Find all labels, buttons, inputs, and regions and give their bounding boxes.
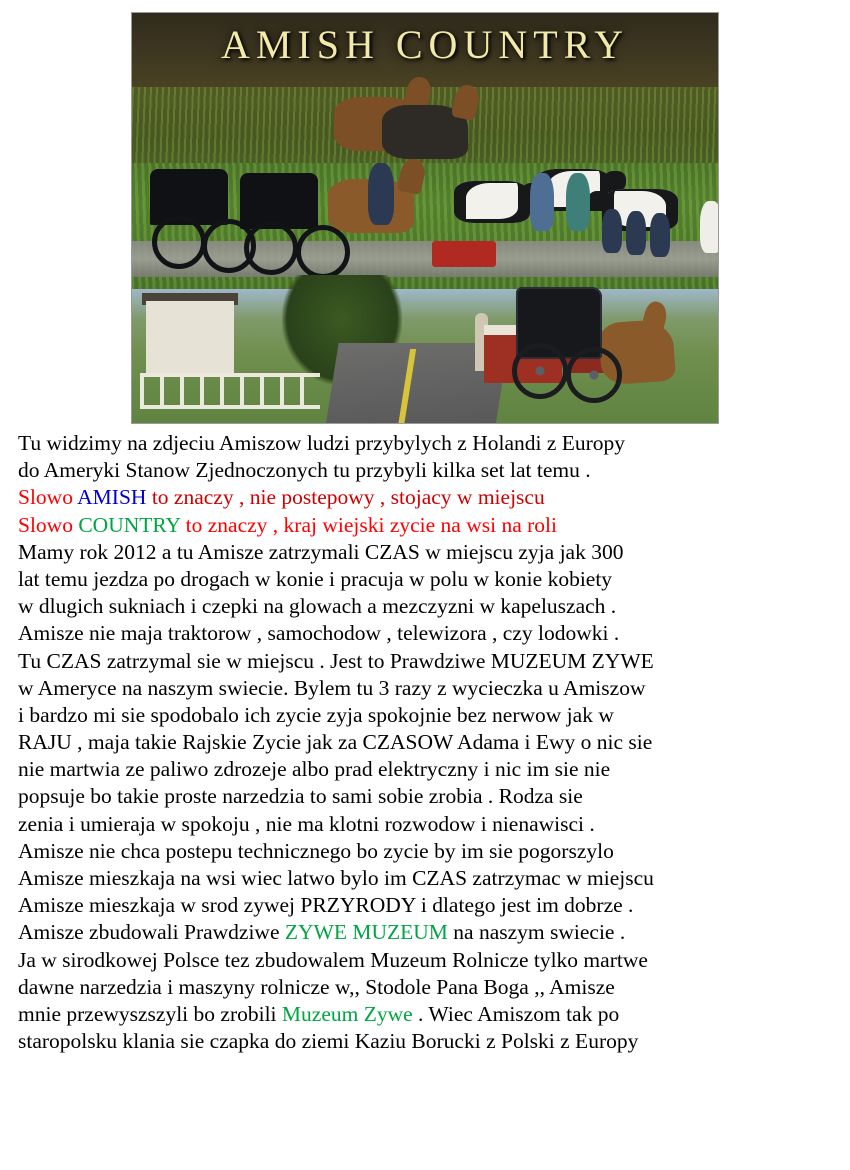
text-span: . Wiec Amiszom tak po bbox=[412, 1001, 620, 1026]
text-span: Muzeum Zywe bbox=[281, 1001, 413, 1026]
text-span: to znaczy , kraj wiejski zycie na wsi na roli bbox=[185, 512, 557, 537]
text-span: to znaczy , nie postepowy , stojacy w miejscu bbox=[151, 485, 545, 510]
amish-child bbox=[700, 201, 719, 253]
text-span: Slowo bbox=[18, 512, 79, 537]
buggy-wheel bbox=[296, 225, 350, 279]
text-span: nie martwia ze paliwo zdrozeje albo prad elektryczny i nic im sie nie bbox=[18, 757, 611, 782]
horse-icon bbox=[382, 105, 468, 159]
article-text bbox=[18, 430, 846, 1055]
text-line bbox=[18, 512, 846, 539]
text-span: Amisze mieszkaja w srod zywej PRZYRODY i dlatego jest im dobrze . bbox=[18, 893, 634, 918]
text-span: Ja w sirodkowej Polsce tez zbudowalem Muzeum Rolnicze tylko martwe bbox=[18, 947, 648, 972]
text-span: COUNTRY bbox=[78, 512, 186, 537]
text-span: ZYWE MUZEUM bbox=[284, 920, 448, 945]
text-line bbox=[18, 648, 846, 675]
text-line bbox=[18, 783, 846, 810]
text-line bbox=[18, 729, 846, 756]
amish-person bbox=[368, 163, 394, 225]
text-line bbox=[18, 811, 846, 838]
text-line bbox=[18, 865, 846, 892]
text-span: w dlugich sukniach i czepki na glowach a mezczyzni w kapeluszach . bbox=[18, 594, 617, 619]
photo-collage bbox=[132, 13, 718, 423]
buggy-body bbox=[240, 173, 318, 229]
amish-country-photo bbox=[131, 12, 719, 424]
text-line bbox=[18, 675, 846, 702]
text-span: lat temu jezdza po drogach w konie i pracuja w polu w konie kobiety bbox=[18, 566, 613, 591]
amish-child bbox=[626, 211, 646, 255]
text-span: Amisze zbudowali Prawdziwe bbox=[18, 920, 285, 945]
text-line bbox=[18, 974, 846, 1001]
text-line bbox=[18, 756, 846, 783]
buggy-wheel bbox=[512, 343, 568, 399]
text-span: mnie przewyszszyli bo zrobili bbox=[18, 1001, 282, 1026]
text-line bbox=[18, 593, 846, 620]
text-span: Amisze nie maja traktorow , samochodow , telewizora , czy lodowki . bbox=[18, 621, 620, 646]
amish-buggy bbox=[508, 281, 678, 421]
buggy-wheel bbox=[566, 347, 622, 403]
text-line bbox=[18, 947, 846, 974]
text-span: zenia i umieraja w spokoju , nie ma klotni rozwodow i nienawisci . bbox=[18, 811, 595, 836]
text-line bbox=[18, 484, 846, 511]
farmhouse bbox=[146, 301, 234, 373]
text-span: staropolsku klania sie czapka do ziemi Kaziu Borucki z Polski z Europy bbox=[18, 1029, 639, 1054]
text-line bbox=[18, 566, 846, 593]
buggy-wheel bbox=[152, 215, 206, 269]
text-span: Tu CZAS zatrzymal sie w miejscu . Jest to Prawdziwe MUZEUM ZYWE bbox=[18, 648, 654, 673]
text-span: dawne narzedzia i maszyny rolnicze w,, Stodole Pana Boga ,, Amisze bbox=[18, 974, 615, 999]
red-wagon bbox=[432, 241, 496, 267]
text-line bbox=[18, 838, 846, 865]
amish-person bbox=[566, 173, 590, 231]
amish-child bbox=[650, 213, 670, 257]
amish-person bbox=[530, 173, 554, 231]
text-span: AMISH bbox=[77, 485, 152, 510]
text-line bbox=[18, 430, 846, 457]
cow-icon bbox=[454, 181, 530, 223]
text-line bbox=[18, 539, 846, 566]
text-line bbox=[18, 1001, 846, 1028]
text-span: Amisze nie chca postepu technicznego bo zycie by im sie pogorszylo bbox=[18, 838, 614, 863]
white-fence bbox=[140, 373, 320, 409]
text-span: Amisze mieszkaja na wsi wiec latwo bylo im CZAS zatrzymac w miejscu bbox=[18, 866, 654, 890]
text-span: do Ameryki Stanow Zjednoczonych tu przybyli kilka set lat temu . bbox=[18, 458, 591, 483]
amish-child bbox=[602, 209, 622, 253]
text-span: Tu widzimy na zdjeciu Amiszow ludzi przybylych z Holandi z Europy bbox=[18, 431, 626, 455]
text-line bbox=[18, 702, 846, 729]
image-title: AMISH COUNTRY bbox=[220, 22, 630, 67]
text-span: na naszym swiecie . bbox=[447, 920, 626, 945]
text-span: i bardzo mi sie spodobalo ich zycie zyja spokojnie bez nerwow jak w bbox=[18, 702, 614, 727]
text-span: Mamy rok 2012 a tu Amisze zatrzymali CZAS w miejscu zyja jak 300 bbox=[18, 539, 624, 564]
text-line bbox=[18, 919, 846, 946]
text-line bbox=[18, 457, 846, 484]
text-span: w Ameryce na naszym swiecie. Bylem tu 3 razy z wycieczka u Amiszow bbox=[18, 675, 646, 700]
text-span: RAJU , maja takie Rajskie Zycie jak za CZASOW Adama i Ewy o nic sie bbox=[18, 730, 653, 755]
text-line bbox=[18, 1028, 846, 1055]
text-line bbox=[18, 620, 846, 647]
text-span: Slowo bbox=[18, 485, 78, 510]
text-span: popsuje bo takie proste narzedzia to sami sobie zrobia . Rodza sie bbox=[18, 784, 583, 809]
text-line bbox=[18, 892, 846, 919]
buggy-wheel bbox=[244, 221, 298, 275]
